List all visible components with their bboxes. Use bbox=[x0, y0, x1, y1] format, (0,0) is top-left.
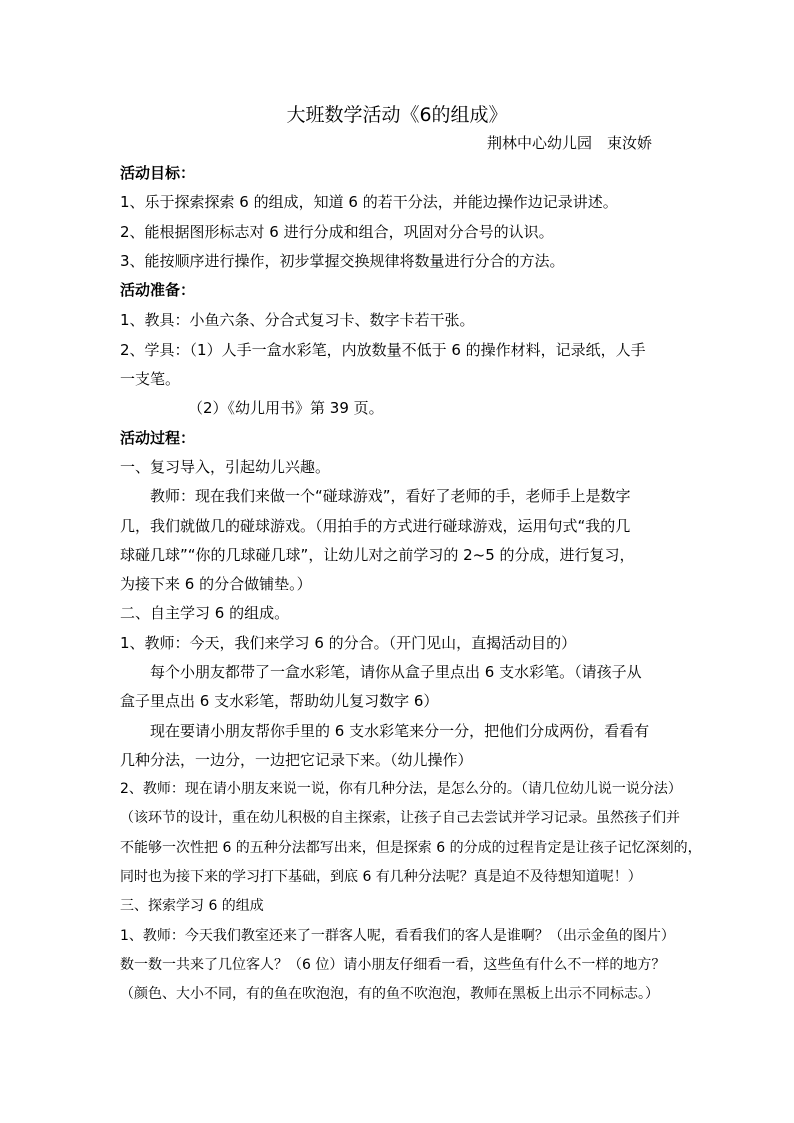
document-title: 大班数学活动《6的组成》 bbox=[286, 104, 508, 126]
process-paragraph: 教师：现在我们来做一个“碰球游戏”，看好了老师的手，老师手上是数字 bbox=[150, 487, 631, 505]
process-paragraph: 不能够一次性把 6 的五种分法都写出来，但是探索 6 的分成的过程肯定是让孩子记忆深刻的， bbox=[120, 840, 702, 856]
process-paragraph: 几，我们就做几的碰球游戏。（用拍手的方式进行碰球游戏，运用句式“我的几 bbox=[120, 517, 631, 535]
section-heading-goals: 活动目标： bbox=[120, 164, 196, 182]
author-line: 荆林中心幼儿园 束汝娇 bbox=[487, 134, 653, 152]
process-paragraph: 现在要请小朋友帮你手里的 6 支水彩笔来分一分，把他们分成两份，看看有 bbox=[150, 722, 650, 740]
process-step-1-heading: 一、复习导入，引起幼儿兴趣。 bbox=[120, 458, 331, 476]
process-paragraph: 1、教师：今天，我们来学习 6 的分合。（开门见山，直揭活动目的） bbox=[120, 634, 577, 652]
section-heading-preparation: 活动准备： bbox=[120, 281, 196, 299]
process-paragraph: 每个小朋友都带了一盒水彩笔，请你从盒子里点出 6 支水彩笔。（请孩子从 bbox=[150, 663, 642, 681]
process-paragraph: （颜色、大小不同，有的鱼在吹泡泡，有的鱼不吹泡泡，教师在黑板上出示不同标志。） bbox=[120, 986, 659, 1002]
process-paragraph: 盒子里点出 6 支水彩笔，帮助幼儿复习数字 6） bbox=[120, 692, 439, 710]
process-step-2-heading: 二、自主学习 6 的组成。 bbox=[120, 604, 290, 622]
process-paragraph: 1、教师：今天我们教室还来了一群客人呢，看看我们的客人是谁啊？（出示金鱼的图片） bbox=[120, 928, 675, 944]
process-paragraph: 球碰几球”“你的几球碰几球”，让幼儿对之前学习的 2~5 的分成，进行复习， bbox=[120, 546, 635, 564]
preparation-item-2-cont: 一支笔。 bbox=[120, 370, 181, 388]
preparation-item-2-sub: （2）《幼儿用书》第 39 页。 bbox=[188, 399, 384, 417]
process-paragraph: 数一数一共来了几位客人？（6 位）请小朋友仔细看一看，这些鱼有什么不一样的地方？ bbox=[120, 957, 666, 973]
section-heading-process: 活动过程： bbox=[120, 429, 196, 447]
process-paragraph: （该环节的设计，重在幼儿积极的自主探索，让孩子自己去尝试并学习记录。虽然孩子们并 bbox=[120, 810, 680, 826]
process-paragraph: 同时也为接下来的学习打下基础，到底 6 有几种分法呢？真是迫不及待想知道呢！） bbox=[120, 869, 642, 885]
preparation-item-1: 1、教具：小鱼六条、分合式复习卡、数字卡若干张。 bbox=[120, 311, 475, 329]
preparation-item-2: 2、学具：（1）人手一盒水彩笔，内放数量不低于 6 的操作材料，记录纸，人手 bbox=[120, 341, 646, 359]
goal-item-1: 1、乐于探索探索 6 的组成，知道 6 的若干分法，并能边操作边记录讲述。 bbox=[120, 193, 618, 211]
goal-item-2: 2、能根据图形标志对 6 进行分成和组合，巩固对分合号的认识。 bbox=[120, 223, 554, 241]
process-paragraph: 2、教师：现在请小朋友来说一说，你有几种分法，是怎么分的。（请几位幼儿说一说分法） bbox=[120, 781, 682, 797]
process-step-3-heading: 三、探索学习 6 的组成 bbox=[120, 898, 264, 914]
goal-item-3: 3、能按顺序进行操作，初步掌握交换规律将数量进行分合的方法。 bbox=[120, 252, 565, 270]
process-paragraph: 为接下来 6 的分合做铺垫。） bbox=[120, 575, 312, 593]
process-paragraph: 几种分法，一边分，一边把它记录下来。（幼儿操作） bbox=[120, 751, 473, 769]
